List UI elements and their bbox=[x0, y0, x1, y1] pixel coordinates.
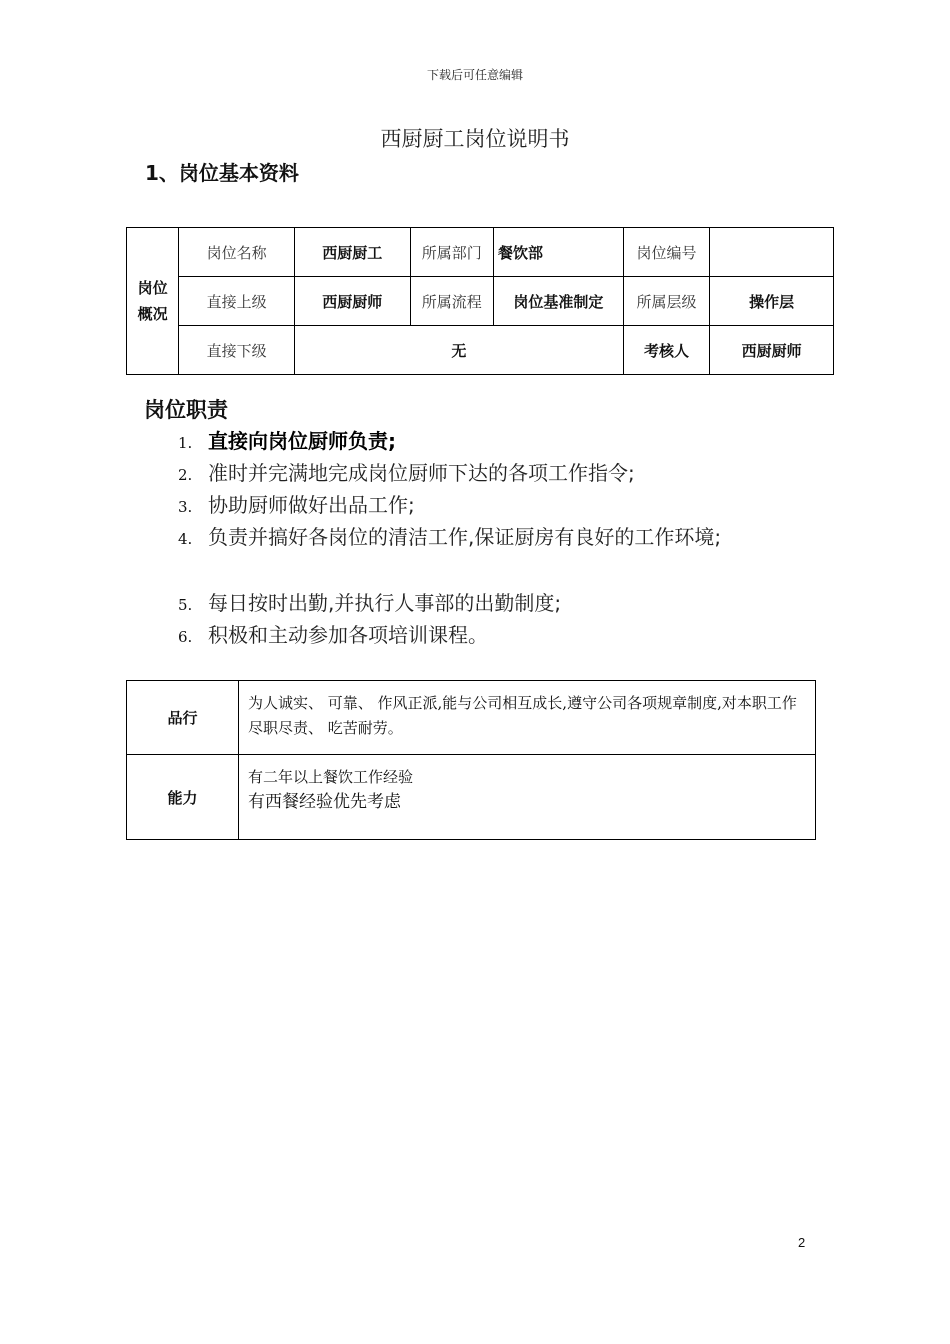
label-level: 所属层级 bbox=[623, 277, 709, 326]
header-note: 下载后可任意编辑 bbox=[426, 68, 523, 82]
label-direct-superior: 直接上级 bbox=[179, 277, 295, 326]
duty-number: 4. bbox=[178, 530, 193, 548]
section-heading-duties: 岗位职责 bbox=[144, 398, 228, 422]
duty-text: 每日按时出勤,并执行人事部的出勤制度; bbox=[208, 591, 562, 615]
duties-list bbox=[178, 425, 858, 651]
overview-side-label bbox=[127, 228, 179, 375]
table-row bbox=[127, 681, 816, 755]
table-row bbox=[127, 755, 816, 840]
value-assessor: 西厨厨师 bbox=[710, 326, 834, 375]
ability-line1: 有二年以上餐饮工作经验 bbox=[248, 768, 414, 786]
list-item bbox=[178, 489, 858, 521]
position-overview-table bbox=[126, 227, 834, 375]
value-direct-superior: 西厨厨师 bbox=[294, 277, 410, 326]
value-position-code bbox=[710, 228, 834, 277]
label-process: 所属流程 bbox=[410, 277, 493, 326]
label-ability: 能力 bbox=[127, 755, 239, 840]
duty-text: 积极和主动参加各项培训课程。 bbox=[208, 623, 488, 647]
table-row bbox=[127, 277, 834, 326]
list-item bbox=[178, 619, 858, 651]
list-item bbox=[178, 521, 858, 553]
value-process: 岗位基准制定 bbox=[494, 277, 624, 326]
duty-number: 5. bbox=[178, 596, 193, 614]
side-label-line1: 岗位 bbox=[137, 279, 168, 297]
duty-text: 负责并搞好各岗位的清洁工作,保证厨房有良好的工作环境; bbox=[208, 525, 722, 549]
duty-number: 3. bbox=[178, 498, 193, 516]
value-department: 餐饮部 bbox=[494, 228, 624, 277]
label-position-code: 岗位编号 bbox=[623, 228, 709, 277]
list-item bbox=[178, 425, 858, 457]
list-item bbox=[178, 457, 858, 489]
side-label-line2: 概况 bbox=[137, 305, 168, 323]
table-row bbox=[127, 228, 834, 277]
duty-number: 6. bbox=[178, 628, 193, 646]
value-level: 操作层 bbox=[710, 277, 834, 326]
ability-line2: 有西餐经验优先考虑 bbox=[248, 792, 401, 812]
list-item bbox=[178, 587, 858, 619]
label-assessor: 考核人 bbox=[623, 326, 709, 375]
value-conduct: 为人诚实、 可靠、 作风正派,能与公司相互成长,遵守公司各项规章制度,对本职工作尽职尽责、 吃苦耐劳。 bbox=[239, 681, 816, 755]
label-direct-subordinate: 直接下级 bbox=[179, 326, 295, 375]
page-number: 2 bbox=[798, 1235, 806, 1250]
value-direct-subordinate: 无 bbox=[294, 326, 623, 375]
table-row bbox=[127, 326, 834, 375]
duty-text: 直接向岗位厨师负责; bbox=[208, 429, 396, 453]
duty-number: 2. bbox=[178, 466, 193, 484]
section-heading-basic-info: 1、岗位基本资料 bbox=[145, 161, 299, 185]
value-ability bbox=[239, 755, 816, 840]
label-department: 所属部门 bbox=[410, 228, 493, 277]
value-position-name: 西厨厨工 bbox=[294, 228, 410, 277]
label-conduct: 品行 bbox=[127, 681, 239, 755]
document-title: 西厨厨工岗位说明书 bbox=[380, 127, 570, 151]
label-position-name: 岗位名称 bbox=[179, 228, 295, 277]
duty-text: 协助厨师做好出品工作; bbox=[208, 493, 415, 517]
duty-text: 准时并完满地完成岗位厨师下达的各项工作指令; bbox=[208, 461, 635, 485]
requirements-table bbox=[126, 680, 816, 840]
duty-number: 1. bbox=[178, 434, 193, 452]
